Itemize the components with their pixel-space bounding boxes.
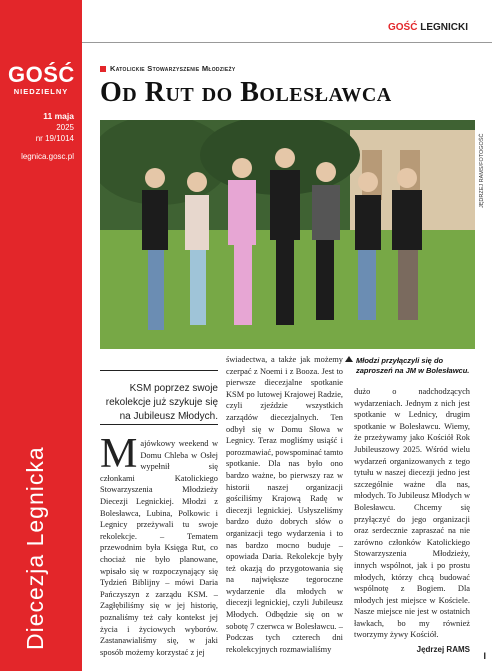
lead-text: KSM poprzez swoje rekolekcje już szykuje się na Jubileusz Młodych. (105, 383, 218, 422)
site-url[interactable]: legnica.gosc.pl (21, 152, 74, 161)
brand-gosc: GOŚĆ (388, 22, 418, 33)
brand-rest: LEGNICKI (420, 22, 469, 33)
photo-illustration (100, 120, 475, 349)
drop-cap: M (100, 431, 138, 477)
issue-number: nr 19/1014 (35, 134, 74, 143)
article-column-2 (226, 354, 343, 655)
issue-date: 11 maja (43, 111, 74, 121)
issue-year: 2025 (56, 123, 74, 132)
diocese-label: Diecezja Legnicka (22, 446, 48, 650)
red-sidebar (0, 0, 82, 671)
author: Jędrzej RAMS (416, 645, 470, 655)
column-2-text: świadectwa, a także jak możemy czerpać z Noemi i z Booza. Jest to pierwsze diecezjalne spotkanie KSM po lutowej Krajowej Radzie, czyli zjeździe wszystkich zarządów diecezjalnych. Ten odbył się w Domu Słowa w Legnicy. Teraz mogliśmy usiąść i porozmawiać, powspominać tamto spotkanie. Dla nas było ono bardzo ważne, bo pierwszy raz w historii naszej organizacji gościliśmy Krajową Radę w diecezji legnickiej. Usłyszeliśmy bardzo dużo dobrych słów o organizacji tego wydarzenia i to nas bardzo mocno buduje – opowiada Daria. Rekolekcje były też okazją do przygotowania się na największe tegoroczne wydarzenie dla młodych w diecezji legnickiej, czyli Jubileusz Młodych. Odbędzie się on w sobotę 7 czerwca w Bolesławcu. – Podczas tych czterech dni rekolekcyjnych rozmawialiśmy (226, 355, 343, 654)
issue-info (0, 111, 74, 144)
group-photo (100, 120, 475, 349)
column-3-text: dużo o nadchodzących wydarzeniach. Jednym z nich jest spotkanie w Lednicy, drugim spotkanie w Bolesławcu. Wiemy, że przeżywamy jako Kościół Rok Jubileuszowy 2025. Wśród wielu wydarzeń organizowanych z tego tytułu w naszej diecezji jedno jest szczególnie ważne dla nas, młodych. To Jubileusz Młodych w Bolesławcu. Chcemy się przyłączyć do jego organizacji oraz serdecznie zapraszać na nie zarówno członków Katolickiego Stowarzyszenia Młodzieży, innych wspólnot, jak i po prostu młodych, którzy chcą budować wspólnotę z Bogiem. Dla młodych jest miejsce w Kościele. Nasze miejsce nie jest w ostatnich ławkach, bo my również tworzymy żywy Kościół. (354, 387, 470, 640)
kicker: Katolickie Stowarzyszenie Młodzieży (110, 64, 236, 73)
header-rule (82, 42, 492, 43)
gosc-niedzielny-logo (8, 64, 74, 96)
photo-caption: Młodzi przyłączyli się do zaproszeń na JM w Bolesławcu. (356, 356, 470, 375)
article-column-1 (100, 431, 218, 658)
page-number: I (483, 651, 486, 661)
lead-rule-bottom (100, 424, 218, 425)
article-title: Od Rut do Bolesławca (100, 77, 392, 108)
lead-rule-top (100, 370, 218, 371)
article-column-3 (354, 386, 470, 656)
caption-arrow-icon (345, 356, 353, 362)
column-1-text: ajówkowy weekend w Domu Chleba w Osłej wypełnił się członkami Katolickiego Stowarzyszenia Młodzieży Diecezji Legnickiej. Młodzi z Bolesławca, Lubina, Polkowic i Legnicy przeżywali tu swoje rekolekcje. – Tematem przewodnim była Księga Rut, co chociaż nie było planowane, wpisało się w rozpoczynający się Tydzień Biblijny – mówi Daria Pańczyszyn z zarządu KSM. – Zagłębiliśmy się w jej historię, poznaliśmy też cały kontekst jej życia i życiowych wyborów. Zastanawialiśmy się, w jaki sposób możemy korzystać z jej (100, 439, 218, 657)
logo-main: GOŚĆ (8, 62, 75, 87)
logo-sub: NIEDZIELNY (13, 87, 69, 96)
brand-header (384, 22, 504, 40)
kicker-marker (100, 66, 106, 72)
photo-credit: JĘDRZEJ RAMS/FOTOGOŚĆ (479, 133, 485, 208)
